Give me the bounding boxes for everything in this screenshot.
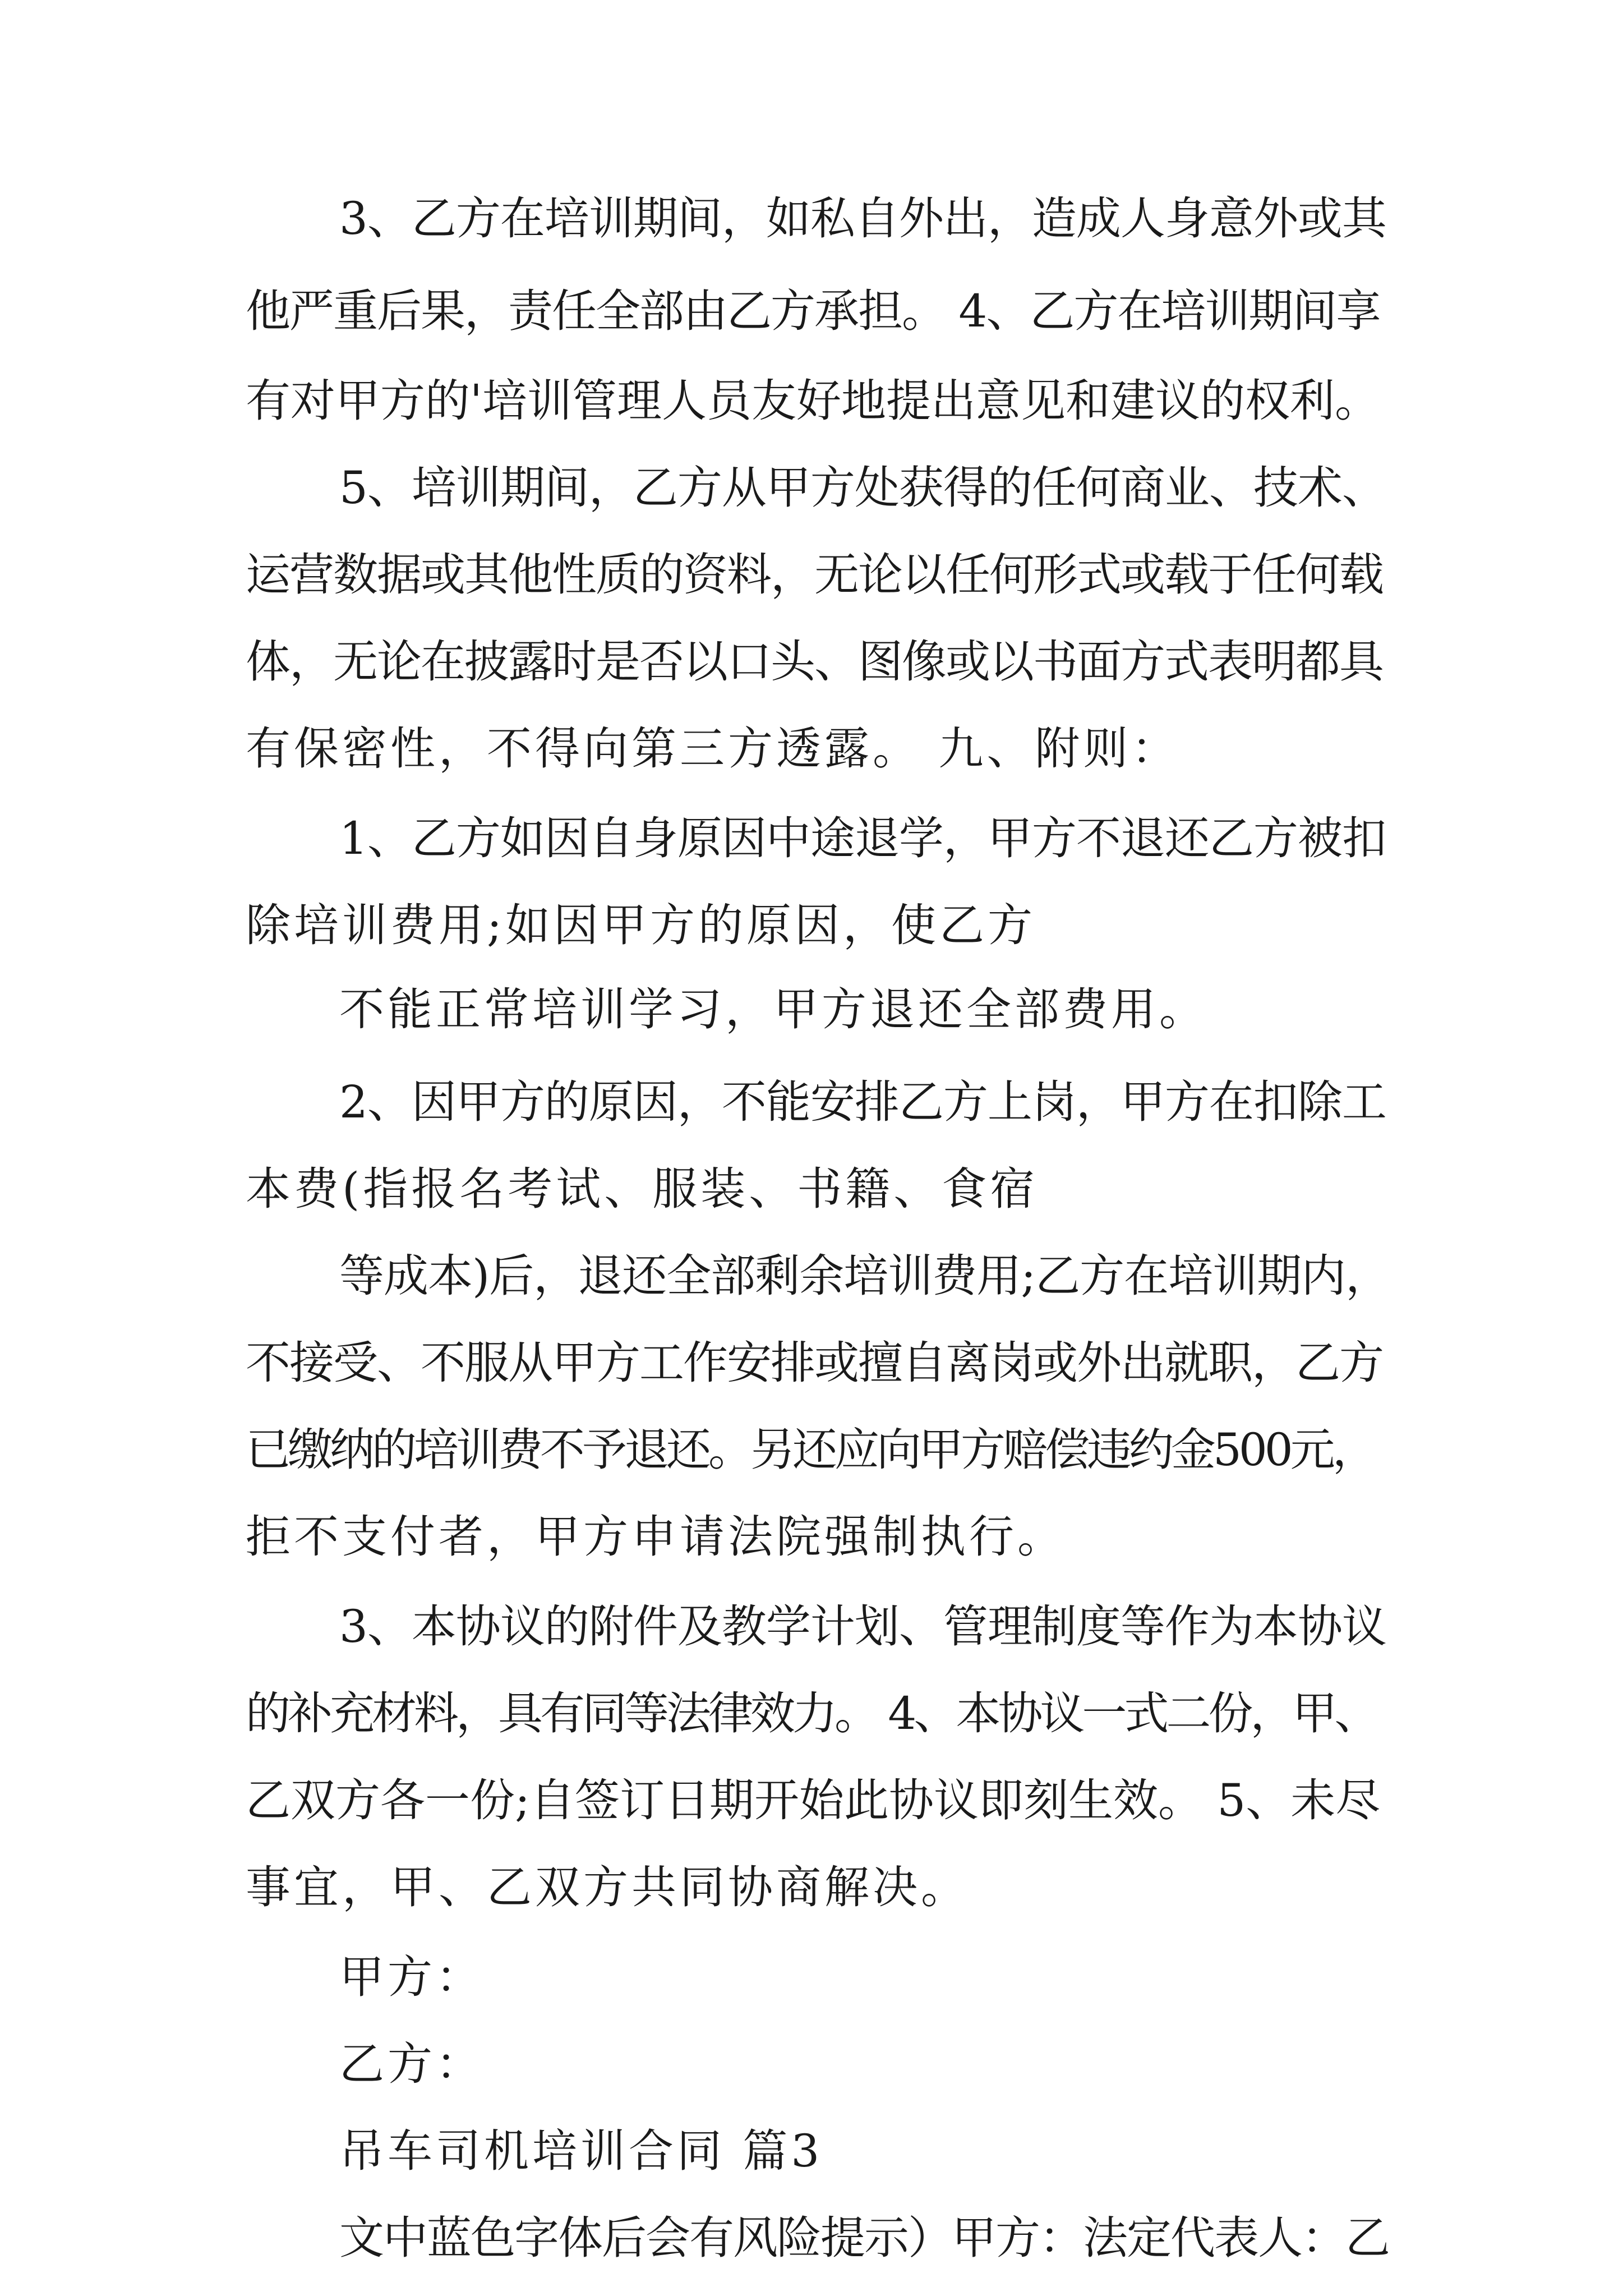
text-line: 已缴纳的培训费不予退还。另还应向甲方赔偿违约金500元， (246, 1424, 1375, 1476)
text-line: 的补充材料，具有同等法律效力。 4、本协议一式二份，甲、 (246, 1687, 1377, 1740)
text-line: 除培训费用;如因甲方的原因，使乙方 (246, 899, 1036, 951)
text-line: 3、乙方在培训期间，如私自外出，造成人身意外或其 (339, 192, 1386, 245)
text-line: 不能正常培训学习，甲方退还全部费用。 (339, 983, 1207, 1036)
text-line: 有对甲方的'培训管理人员友好地提出意见和建议的权利。 (246, 375, 1380, 427)
party-b-label: 乙方： (339, 2038, 484, 2090)
text-line: 他严重后果，责任全部由乙方承担。 4、乙方在培训期间享 (246, 285, 1380, 337)
text-line: 1、乙方如因自身原因中途退学，甲方不退还乙方被扣 (339, 812, 1386, 864)
text-line: 等成本)后，退还全部剩余培训费用;乙方在培训期内， (339, 1250, 1390, 1302)
text-line: 事宜，甲、乙双方共同协商解决。 (246, 1861, 969, 1913)
text-line: 5、培训期间，乙方从甲方处获得的任何商业、技术、 (339, 462, 1386, 514)
text-line: 体，无论在披露时是否以口头、图像或以书面方式表明都具 (246, 636, 1383, 688)
party-a-label: 甲方： (339, 1951, 484, 2003)
text-line: 有保密性，不得向第三方透露。 九、附则： (246, 723, 1180, 775)
text-line: 2、因甲方的原因，不能安排乙方上岗，甲方在扣除工 (339, 1076, 1386, 1128)
text-line: 运营数据或其他性质的资料，无论以任何形式或载于任何载 (246, 549, 1383, 601)
text-line: 拒不支付者，甲方申请法院强制执行。 (246, 1511, 1066, 1563)
text-line: 本费(指报名考试、服装、书籍、食宿 (246, 1163, 1039, 1215)
section-title: 吊车司机培训合同 篇3 (339, 2125, 823, 2177)
text-line: 3、本协议的附件及教学计划、管理制度等作为本协议 (339, 1600, 1386, 1653)
text-line: 乙双方各一份;自签订日期开始此协议即刻生效。 5、未尽 (246, 1774, 1381, 1826)
text-line: 不接受、不服从甲方工作安排或擅自离岗或外出就职，乙方 (246, 1337, 1383, 1389)
text-line: 文中蓝色字体后会有风险提示）甲方：法定代表人：乙 (339, 2212, 1389, 2264)
